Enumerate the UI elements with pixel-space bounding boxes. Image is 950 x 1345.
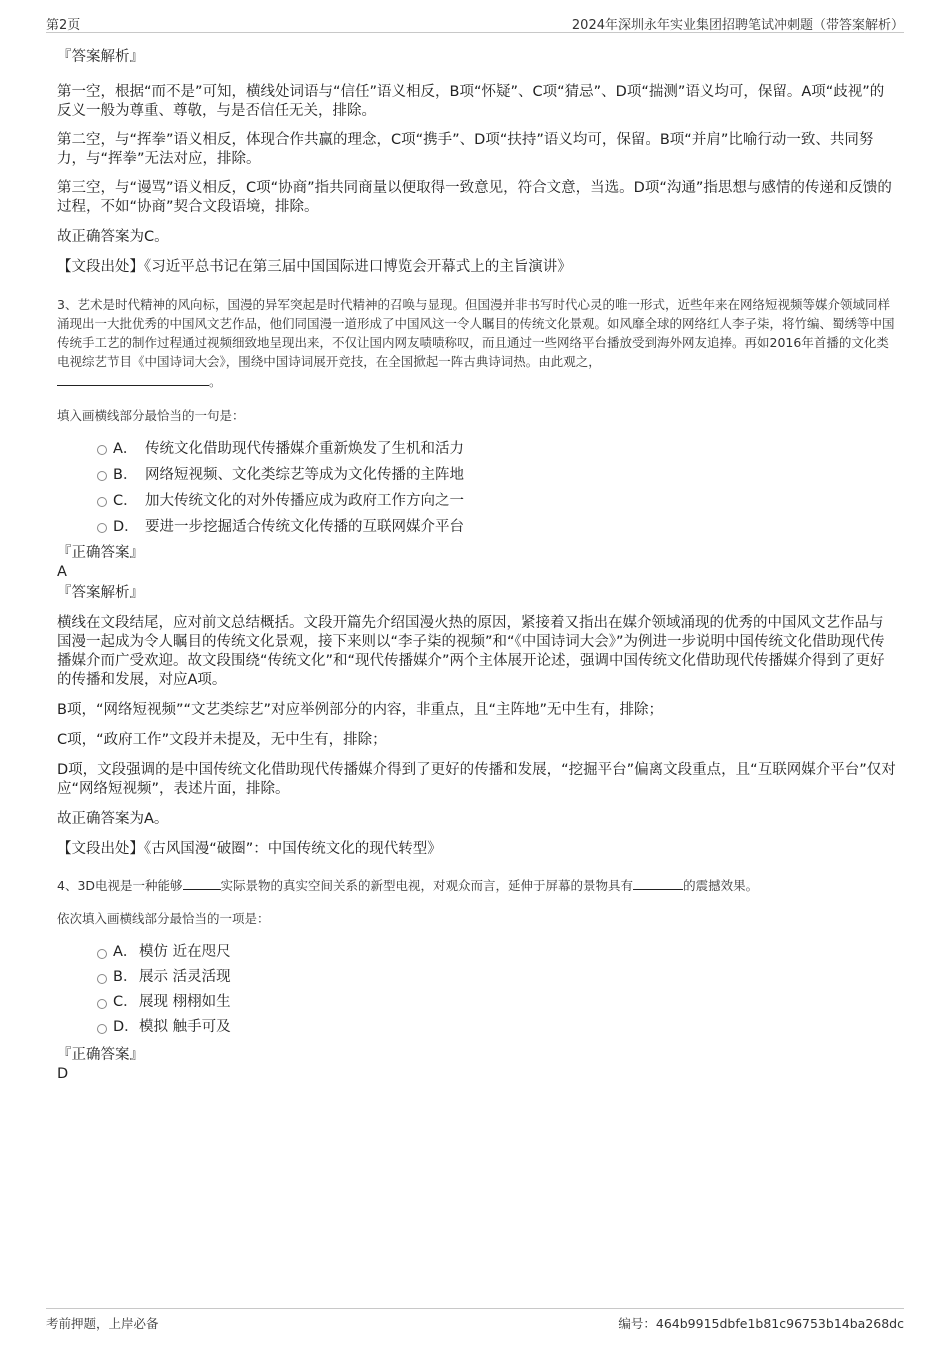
radio-icon[interactable] [97, 949, 107, 959]
analysis-paragraph: C项，“政府工作”文段并未提及，无中生有，排除； [57, 732, 387, 748]
stem-part: 4、3D电视是一种能够 [57, 878, 183, 893]
stem-part: 实际景物的真实空间关系的新型电视，对观众而言，延伸于屏幕的景物具有 [220, 878, 634, 893]
option-d[interactable] [57, 1015, 897, 1040]
footer-slogan: 考前押题，上岸必备 [46, 1316, 159, 1331]
question-instruction: 依次填入画横线部分最恰当的一项是： [57, 911, 270, 926]
answer-blank [183, 875, 221, 890]
analysis-paragraph: 第二空，与“挥拳”语义相反，体现合作共赢的理念，C项“携手”、D项“扶持”语义均可，保留。B项“并肩”比喻行动一致、共同努力，与“挥拳”无法对应，排除。 [57, 132, 874, 167]
document-code: 编号：464b9915dbfe1b81c96753b14ba268dc [618, 1316, 904, 1331]
page-number: 第2页 [46, 18, 81, 33]
analysis-label: 『答案解析』 [57, 585, 144, 601]
analysis-paragraph: 横线在文段结尾，应对前文总结概括。文段开篇先介绍国漫火热的原因，紧接着又指出在媒介领域涌现的优秀的中国风文艺作品与国漫一起成为令人瞩目的传统文化景观，接下来则以“李子柒的视频”和“《中国诗词大会》”为例进一步说明中国传统文化借助现代传播媒介而广受欢迎。故文段围绕“传统文化”和“现代传播媒介”两个主体展开论述，强调中国传统文化借助现代传播媒介得到了更好的传播和发展，对应A项。 [57, 615, 885, 688]
option-key: C． [113, 994, 138, 1010]
option-list [57, 940, 897, 1040]
option-key: A． [113, 944, 138, 960]
option-text: 模拟 触手可及 [139, 1019, 231, 1035]
option-b[interactable] [57, 462, 897, 488]
conclusion: 故正确答案为C。 [57, 229, 169, 245]
question-stem [57, 875, 897, 895]
option-b[interactable] [57, 965, 897, 990]
option-text: 加大传统文化的对外传播应成为政府工作方向之一 [145, 493, 464, 509]
option-key: B． [113, 467, 138, 483]
page-footer [46, 1308, 904, 1339]
option-text: 要进一步挖掘适合传统文化传播的互联网媒介平台 [145, 519, 464, 535]
question-stem-text: 3、艺术是时代精神的风向标，国漫的异军突起是时代精神的召唤与显现。但国漫并非书写时代心灵的唯一形式，近些年来在网络短视频等媒介领域同样涌现出一大批优秀的中国风文艺作品，他们同国漫一道形成了中国风这一令人瞩目的传统文化景观。如风靡全球的网络红人李子柒，将竹编、蜀绣等中国传统手工艺的制作过程通过视频细致地呈现出来，不仅让国内网友啧啧称叹，而且通过一些网络平台播放受到海外网友追捧。再如2016年首播的文化类电视综艺节目《中国诗词大会》，围绕中国诗词展开竞技，在全国掀起一阵古典诗词热。由此观之， [57, 297, 895, 369]
stem-part: 的震撼效果。 [683, 878, 759, 893]
option-key: B． [113, 969, 138, 985]
source-citation: 【文段出处】《古风国漫“破圈”：中国传统文化的现代转型》 [57, 841, 442, 857]
answer-blank [633, 875, 683, 890]
option-a[interactable] [57, 436, 897, 462]
analysis-paragraph: B项，“网络短视频”“文艺类综艺”对应举例部分的内容，非重点，且“主阵地”无中生有，排除； [57, 702, 664, 718]
option-a[interactable] [57, 940, 897, 965]
document-title: 2024年深圳永年实业集团招聘笔试冲刺题（带答案解析） [571, 18, 904, 33]
question-instruction: 填入画横线部分最恰当的一句是： [57, 408, 245, 423]
option-text: 网络短视频、文化类综艺等成为文化传播的主阵地 [145, 467, 464, 483]
radio-icon[interactable] [97, 471, 107, 481]
radio-icon[interactable] [97, 445, 107, 455]
option-c[interactable] [57, 488, 897, 514]
correct-answer: A [57, 564, 67, 580]
question-stem [57, 295, 897, 391]
option-d[interactable] [57, 514, 897, 540]
analysis-paragraph: 第三空，与“谩骂”语义相反，C项“协商”指共同商量以便取得一致意见，符合文意，当选。D项“沟通”指思想与感情的传递和反馈的过程，不如“协商”契合文段语境，排除。 [57, 180, 892, 215]
page-content [57, 44, 897, 1084]
analysis-label: 『答案解析』 [57, 49, 144, 65]
correct-answer-label: 『正确答案』 [57, 545, 144, 561]
option-text: 传统文化借助现代传播媒介重新焕发了生机和活力 [145, 441, 464, 457]
option-key: D． [113, 1019, 139, 1035]
option-text: 展现 栩栩如生 [139, 994, 231, 1010]
radio-icon[interactable] [97, 999, 107, 1009]
source-citation: 【文段出处】《习近平总书记在第三届中国国际进口博览会开幕式上的主旨演讲》 [57, 259, 572, 275]
option-key: C． [113, 493, 138, 509]
radio-icon[interactable] [97, 1024, 107, 1034]
answer-blank [57, 371, 209, 386]
option-text: 展示 活灵活现 [139, 969, 231, 985]
option-key: D． [113, 519, 139, 535]
conclusion: 故正确答案为A。 [57, 811, 169, 827]
radio-icon[interactable] [97, 497, 107, 507]
analysis-paragraph: 第一空，根据“而不是”可知，横线处词语与“信任”语义相反，B项“怀疑”、C项“猜忌”、D项“揣测”语义均可，保留。A项“歧视”的反义一般为尊重、尊敬，与是否信任无关，排除。 [57, 84, 885, 119]
stem-end: 。 [209, 374, 222, 389]
correct-answer-label: 『正确答案』 [57, 1047, 144, 1063]
correct-answer: D [57, 1066, 69, 1082]
option-key: A． [113, 441, 138, 457]
analysis-paragraph: D项，文段强调的是中国传统文化借助现代传播媒介得到了更好的传播和发展，“挖掘平台”偏离文段重点，且“互联网媒介平台”仅对应“网络短视频”，表述片面，排除。 [57, 762, 896, 797]
option-list [57, 436, 897, 540]
radio-icon[interactable] [97, 523, 107, 533]
option-text: 模仿 近在咫尺 [139, 944, 231, 960]
radio-icon[interactable] [97, 974, 107, 984]
option-c[interactable] [57, 990, 897, 1015]
page-header [46, 10, 904, 33]
